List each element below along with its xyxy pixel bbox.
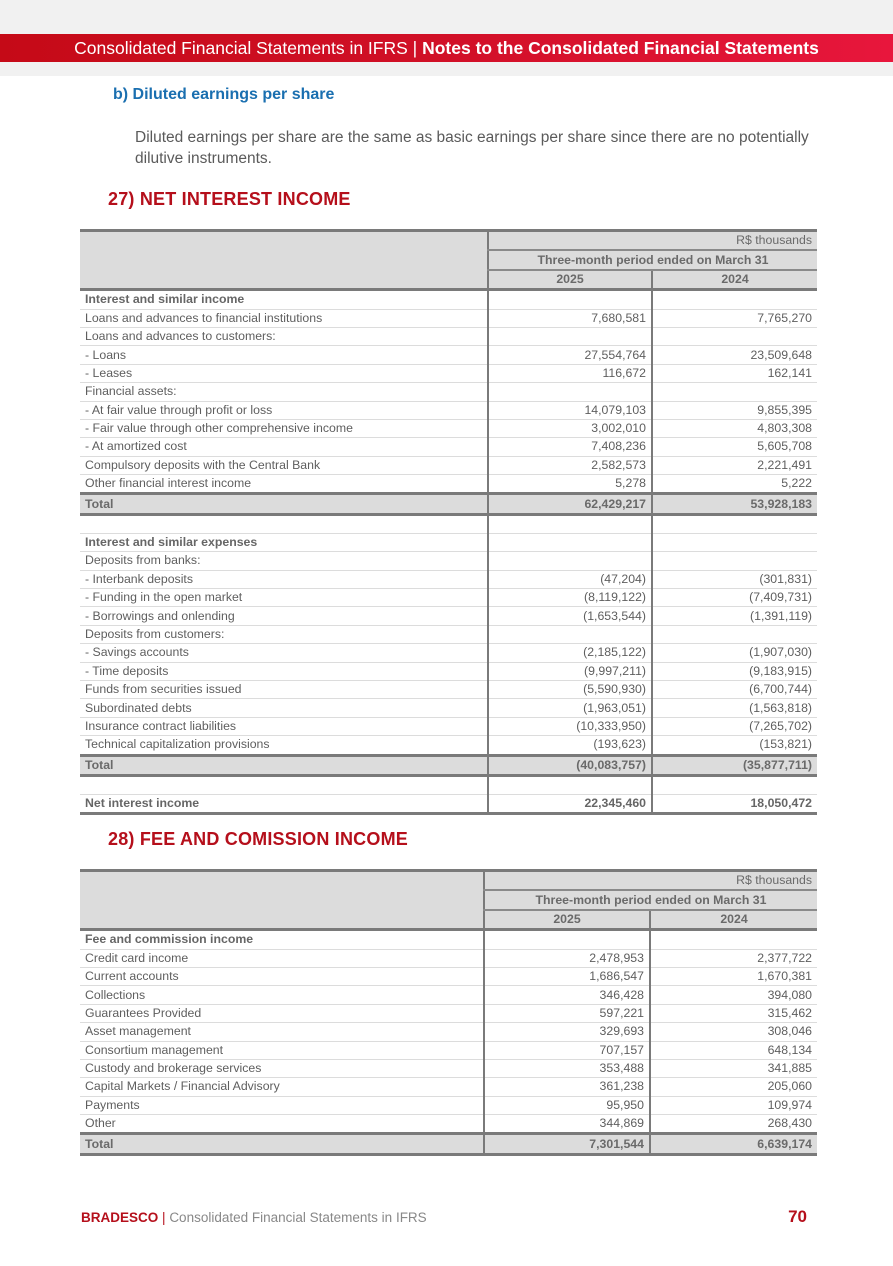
value-2024: 4,803,308 (652, 419, 817, 437)
note28-title: 28) FEE AND COMISSION INCOME (108, 829, 408, 849)
table-header-blank (80, 871, 484, 930)
table-row (80, 1115, 817, 1134)
value-2024 (652, 327, 817, 345)
period-header: Three-month period ended on March 31 (488, 250, 817, 269)
section-heading: Interest and similar expenses (80, 533, 488, 551)
row-label: Capital Markets / Financial Advisory (80, 1078, 484, 1096)
table-row (80, 327, 817, 345)
value-2025: (1,653,544) (488, 607, 652, 625)
value-2025: (2,185,122) (488, 644, 652, 662)
value-2025: (47,204) (488, 570, 652, 588)
row-label: Loans and advances to financial institutions (80, 309, 488, 327)
fee-commission-income-table (80, 869, 817, 1156)
table-row (80, 346, 817, 364)
value-2025: (1,963,051) (488, 699, 652, 717)
income-total-row: Total 62,429,217 53,928,183 (80, 494, 817, 514)
value-2025 (488, 383, 652, 401)
value-2025 (488, 625, 652, 643)
table-row (80, 607, 817, 625)
row-label: Compulsory deposits with the Central Bank (80, 456, 488, 474)
net-interest-income-table (80, 229, 817, 815)
value-2024: (7,409,731) (652, 589, 817, 607)
value-2025: 3,002,010 (488, 419, 652, 437)
value-2024: 23,509,648 (652, 346, 817, 364)
year-header-2024: 2024 (652, 270, 817, 290)
table-row (80, 1096, 817, 1114)
table-row (80, 1023, 817, 1041)
row-label: Other (80, 1115, 484, 1134)
row-label: - Borrowings and onlending (80, 607, 488, 625)
row-label: Technical capitalization provisions (80, 736, 488, 755)
value-2025: 7,408,236 (488, 438, 652, 456)
row-label: - Interbank deposits (80, 570, 488, 588)
value-2024 (652, 625, 817, 643)
value-2025: 116,672 (488, 364, 652, 382)
row-label: Credit card income (80, 949, 484, 967)
value-2025: (5,590,930) (488, 680, 652, 698)
table-row (80, 662, 817, 680)
row-label: - At fair value through profit or loss (80, 401, 488, 419)
value-2024: (1,907,030) (652, 644, 817, 662)
diluted-eps-title: b) Diluted earnings per share (113, 86, 335, 103)
value-2025: 95,950 (484, 1096, 650, 1114)
table-row (80, 438, 817, 456)
table-header-blank (80, 231, 488, 290)
table-row (80, 680, 817, 698)
value-2024 (652, 552, 817, 570)
fee-total-row: Total 7,301,544 6,639,174 (80, 1134, 817, 1154)
value-2025: 27,554,764 (488, 346, 652, 364)
value-2025: (9,997,211) (488, 662, 652, 680)
value-2024 (652, 383, 817, 401)
value-2025: (10,333,950) (488, 717, 652, 735)
value-2024: 9,855,395 (652, 401, 817, 419)
page-number: 70 (788, 1207, 807, 1226)
value-2024: 315,462 (650, 1004, 817, 1022)
row-label: Subordinated debts (80, 699, 488, 717)
value-2024: 1,670,381 (650, 967, 817, 985)
header-doc-title: Consolidated Financial Statements in IFRS (74, 38, 408, 58)
value-2024: (9,183,915) (652, 662, 817, 680)
value-2024: (301,831) (652, 570, 817, 588)
table-row (80, 949, 817, 967)
row-label: - Time deposits (80, 662, 488, 680)
value-2025: 707,157 (484, 1041, 650, 1059)
row-label: Loans and advances to customers: (80, 327, 488, 345)
value-2024: 5,222 (652, 475, 817, 494)
value-2025: 1,686,547 (484, 967, 650, 985)
unit-label: R$ thousands (488, 231, 817, 251)
row-label: Collections (80, 986, 484, 1004)
table-row (80, 967, 817, 985)
table-row (80, 717, 817, 735)
value-2025: 344,869 (484, 1115, 650, 1134)
table-row (80, 419, 817, 437)
table-row (80, 1041, 817, 1059)
row-label: - Funding in the open market (80, 589, 488, 607)
page-top-margin (0, 0, 893, 34)
value-2024: 2,221,491 (652, 456, 817, 474)
header-band (0, 62, 893, 76)
table-row (80, 364, 817, 382)
row-label: Consortium management (80, 1041, 484, 1059)
row-label: - Savings accounts (80, 644, 488, 662)
footer-separator: | (162, 1210, 166, 1225)
section-heading: Fee and commission income (80, 930, 484, 949)
table-row (80, 570, 817, 588)
header-separator: | (412, 38, 418, 58)
value-2024: 5,605,708 (652, 438, 817, 456)
row-label: Deposits from customers: (80, 625, 488, 643)
row-label: - At amortized cost (80, 438, 488, 456)
value-2024: 308,046 (650, 1023, 817, 1041)
row-label: Funds from securities issued (80, 680, 488, 698)
value-2024: (153,821) (652, 736, 817, 755)
value-2025: (8,119,122) (488, 589, 652, 607)
value-2024: 7,765,270 (652, 309, 817, 327)
value-2024: (7,265,702) (652, 717, 817, 735)
section-heading: Interest and similar income (80, 290, 488, 309)
value-2024: 341,885 (650, 1059, 817, 1077)
table-row (80, 644, 817, 662)
value-2024: 394,080 (650, 986, 817, 1004)
expense-total-row: Total (40,083,757) (35,877,711) (80, 755, 817, 775)
row-label: Current accounts (80, 967, 484, 985)
year-header-2024: 2024 (650, 910, 817, 930)
value-2025: 346,428 (484, 986, 650, 1004)
year-header-2025: 2025 (484, 910, 650, 930)
table-row (80, 1078, 817, 1096)
row-label: Financial assets: (80, 383, 488, 401)
row-label: Deposits from banks: (80, 552, 488, 570)
table-row (80, 625, 817, 643)
row-label: - Loans (80, 346, 488, 364)
footer (81, 1210, 427, 1225)
footer-brand: BRADESCO (81, 1210, 159, 1225)
net-interest-income-row: Net interest income 22,345,460 18,050,472 (80, 794, 817, 813)
value-2025: 361,238 (484, 1078, 650, 1096)
table-row (80, 1059, 817, 1077)
value-2024: (1,391,119) (652, 607, 817, 625)
value-2025: 5,278 (488, 475, 652, 494)
value-2024: 268,430 (650, 1115, 817, 1134)
value-2025: 14,079,103 (488, 401, 652, 419)
value-2025: 329,693 (484, 1023, 650, 1041)
table-row (80, 699, 817, 717)
note27-title: 27) NET INTEREST INCOME (108, 189, 351, 209)
value-2025: 7,680,581 (488, 309, 652, 327)
value-2025: (193,623) (488, 736, 652, 755)
table-row (80, 589, 817, 607)
value-2024: 2,377,722 (650, 949, 817, 967)
value-2024: 648,134 (650, 1041, 817, 1059)
table-row (80, 309, 817, 327)
value-2024: 109,974 (650, 1096, 817, 1114)
table-row (80, 552, 817, 570)
table-row (80, 1004, 817, 1022)
diluted-eps-text: Diluted earnings per share are the same as basic earnings per share since there are no potentially dilutive instruments. (135, 129, 809, 167)
value-2025 (488, 327, 652, 345)
table-row (80, 456, 817, 474)
row-label: Guarantees Provided (80, 1004, 484, 1022)
period-header: Three-month period ended on March 31 (484, 890, 817, 909)
value-2025: 2,478,953 (484, 949, 650, 967)
header-section: Notes to the Consolidated Financial Statements (422, 38, 819, 58)
row-label: Payments (80, 1096, 484, 1114)
unit-label: R$ thousands (484, 871, 817, 891)
row-label: - Leases (80, 364, 488, 382)
table-row (80, 401, 817, 419)
header-banner (0, 34, 893, 62)
footer-text: Consolidated Financial Statements in IFRS (169, 1210, 427, 1225)
table-row (80, 475, 817, 494)
table-row (80, 986, 817, 1004)
row-label: - Fair value through other comprehensive income (80, 419, 488, 437)
value-2024: (6,700,744) (652, 680, 817, 698)
table-row (80, 383, 817, 401)
value-2024: 162,141 (652, 364, 817, 382)
value-2025: 2,582,573 (488, 456, 652, 474)
row-label: Insurance contract liabilities (80, 717, 488, 735)
row-label: Asset management (80, 1023, 484, 1041)
value-2024: 205,060 (650, 1078, 817, 1096)
value-2025: 597,221 (484, 1004, 650, 1022)
value-2025 (488, 552, 652, 570)
year-header-2025: 2025 (488, 270, 652, 290)
value-2025: 353,488 (484, 1059, 650, 1077)
table-row (80, 736, 817, 755)
value-2024: (1,563,818) (652, 699, 817, 717)
row-label: Custody and brokerage services (80, 1059, 484, 1077)
row-label: Other financial interest income (80, 475, 488, 494)
